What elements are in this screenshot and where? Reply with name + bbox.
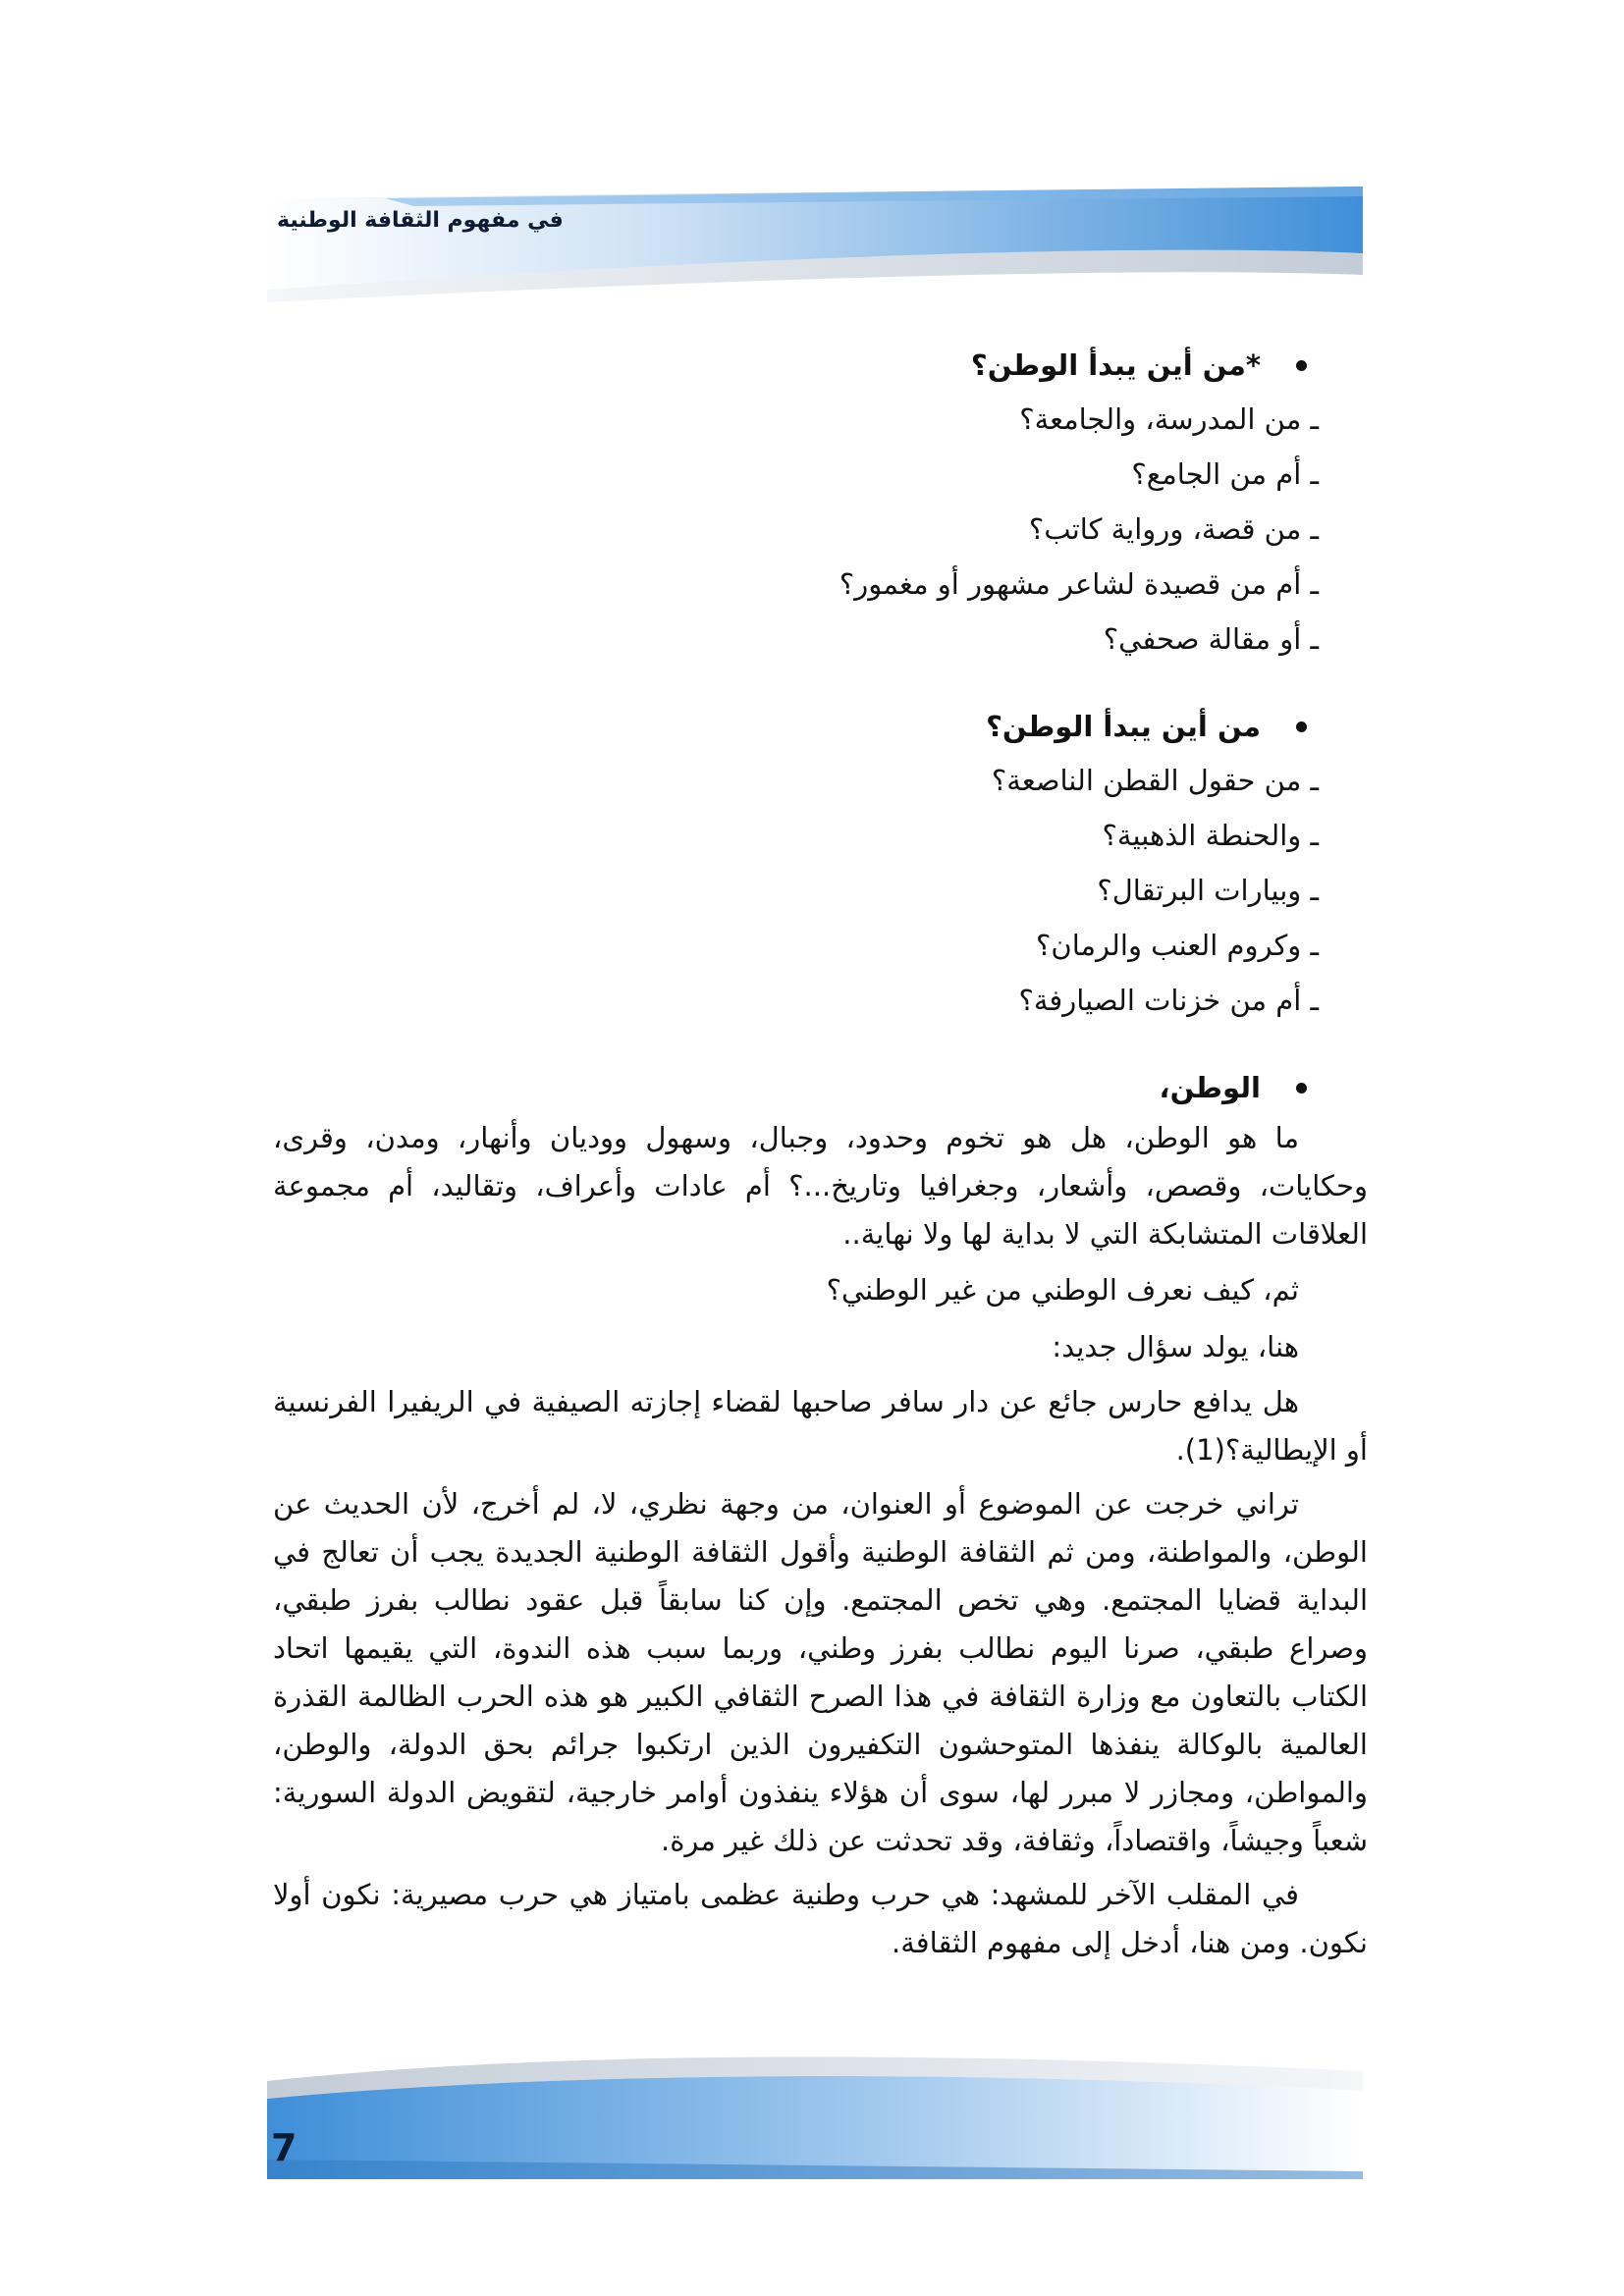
paragraph: هل يدافع حارس جائع عن دار سافر صاحبها لقضاء إجازته الصيفية في الريفيرا الفرنسية أو الإيطالية؟(1).: [273, 1385, 1368, 1467]
paragraph: تراني خرجت عن الموضوع أو العنوان، من وجهة نظري، لا، لم أخرج، لأن الحديث عن الوطن، والمواطنة، ومن ثم الثقافة الوطنية وأقول الثقافة الوطنية الجديدة يجب أن تعالج في البداية قضايا المجتمع. وهي تخص المجتمع. وإن كنا سابقاً قبل عقود نطالب بفرز طبقي، وصراع طبقي، صرنا اليوم نطالب بفرز وطني، وربما سبب هذه الندوة، التي يقيمها اتحاد الكتاب بالتعاون مع وزارة الثقافة في هذا الصرح الثقافي الكبير هو هذه الحرب الظالمة القذرة العالمية بالوكالة ينفذها المتوحشون التكفيرون الذين ارتكبوا جرائم بحق الدولة، والوطن، والمواطن، ومجازر لا مبرر لها، سوى أن هؤلاء ينفذون أوامر خارجية، لتقويض الدولة السورية: شعباً وجيشاً، واقتصاداً، وثقافة، وقد تحدثت عن ذلك غير مرة.: [273, 1487, 1368, 1857]
bullet-icon: [1296, 360, 1307, 371]
header-band: [267, 187, 1363, 314]
paragraph: ثم، كيف نعرف الوطني من غير الوطني؟: [826, 1273, 1299, 1307]
footer-band: [267, 2042, 1363, 2179]
page-number: 7: [271, 2126, 298, 2169]
section-watan: [273, 1061, 1368, 1967]
bullet-icon: [1296, 721, 1307, 732]
section-1-heading: *من أين يبدأ الوطن؟: [970, 348, 1261, 382]
list-item: ـ من قصة، ورواية كاتب؟: [1028, 512, 1319, 546]
list-item: ـ من المدرسة، والجامعة؟: [1019, 402, 1319, 436]
list-item: ـ من حقول القطن الناصعة؟: [991, 764, 1319, 797]
section-2: [273, 700, 1368, 1028]
page-content: [273, 339, 1368, 2001]
list-item: ـ أم من الجامع؟: [1131, 457, 1319, 491]
section-1: [273, 339, 1368, 667]
section-2-heading-row: [273, 700, 1368, 753]
bullet-icon: [1296, 1083, 1307, 1094]
list-item: ـ وبيارات البرتقال؟: [1097, 874, 1319, 907]
section-1-heading-row: [273, 339, 1368, 392]
section-3-heading: الوطن،: [1159, 1071, 1261, 1104]
list-item: ـ والحنطة الذهبية؟: [1102, 819, 1319, 852]
section-2-heading: من أين يبدأ الوطن؟: [986, 710, 1261, 743]
list-item: ـ أم من قصيدة لشاعر مشهور أو مغمور؟: [839, 567, 1319, 601]
paragraph: ما هو الوطن، هل هو تخوم وحدود، وجبال، وسهول ووديان وأنهار، ومدن، وقرى، وحكايات، وقصص، وأشعار، وجغرافيا وتاريخ...؟ أم عادات وأعراف، وتقاليد، أم مجموعة العلاقات المتشابكة التي لا بداية لها ولا نهاية..: [273, 1121, 1368, 1251]
paragraph: هنا، يولد سؤال جديد:: [1052, 1330, 1299, 1363]
header-title: في مفهوم الثقافة الوطنية: [277, 208, 564, 233]
footer-decoration: [267, 2042, 1363, 2179]
list-item: ـ وكروم العنب والرمان؟: [1036, 929, 1319, 962]
header-decoration: [267, 187, 1363, 314]
list-item: ـ أو مقالة صحفي؟: [1103, 622, 1319, 656]
list-item: ـ أم من خزنات الصيارفة؟: [1018, 984, 1319, 1017]
section-3-heading-row: [273, 1061, 1368, 1114]
paragraph: في المقلب الآخر للمشهد: هي حرب وطنية عظمى بامتياز هي حرب مصيرية: نكون أولا نكون. ومن هنا، أدخل إلى مفهوم الثقافة.: [273, 1878, 1368, 1959]
